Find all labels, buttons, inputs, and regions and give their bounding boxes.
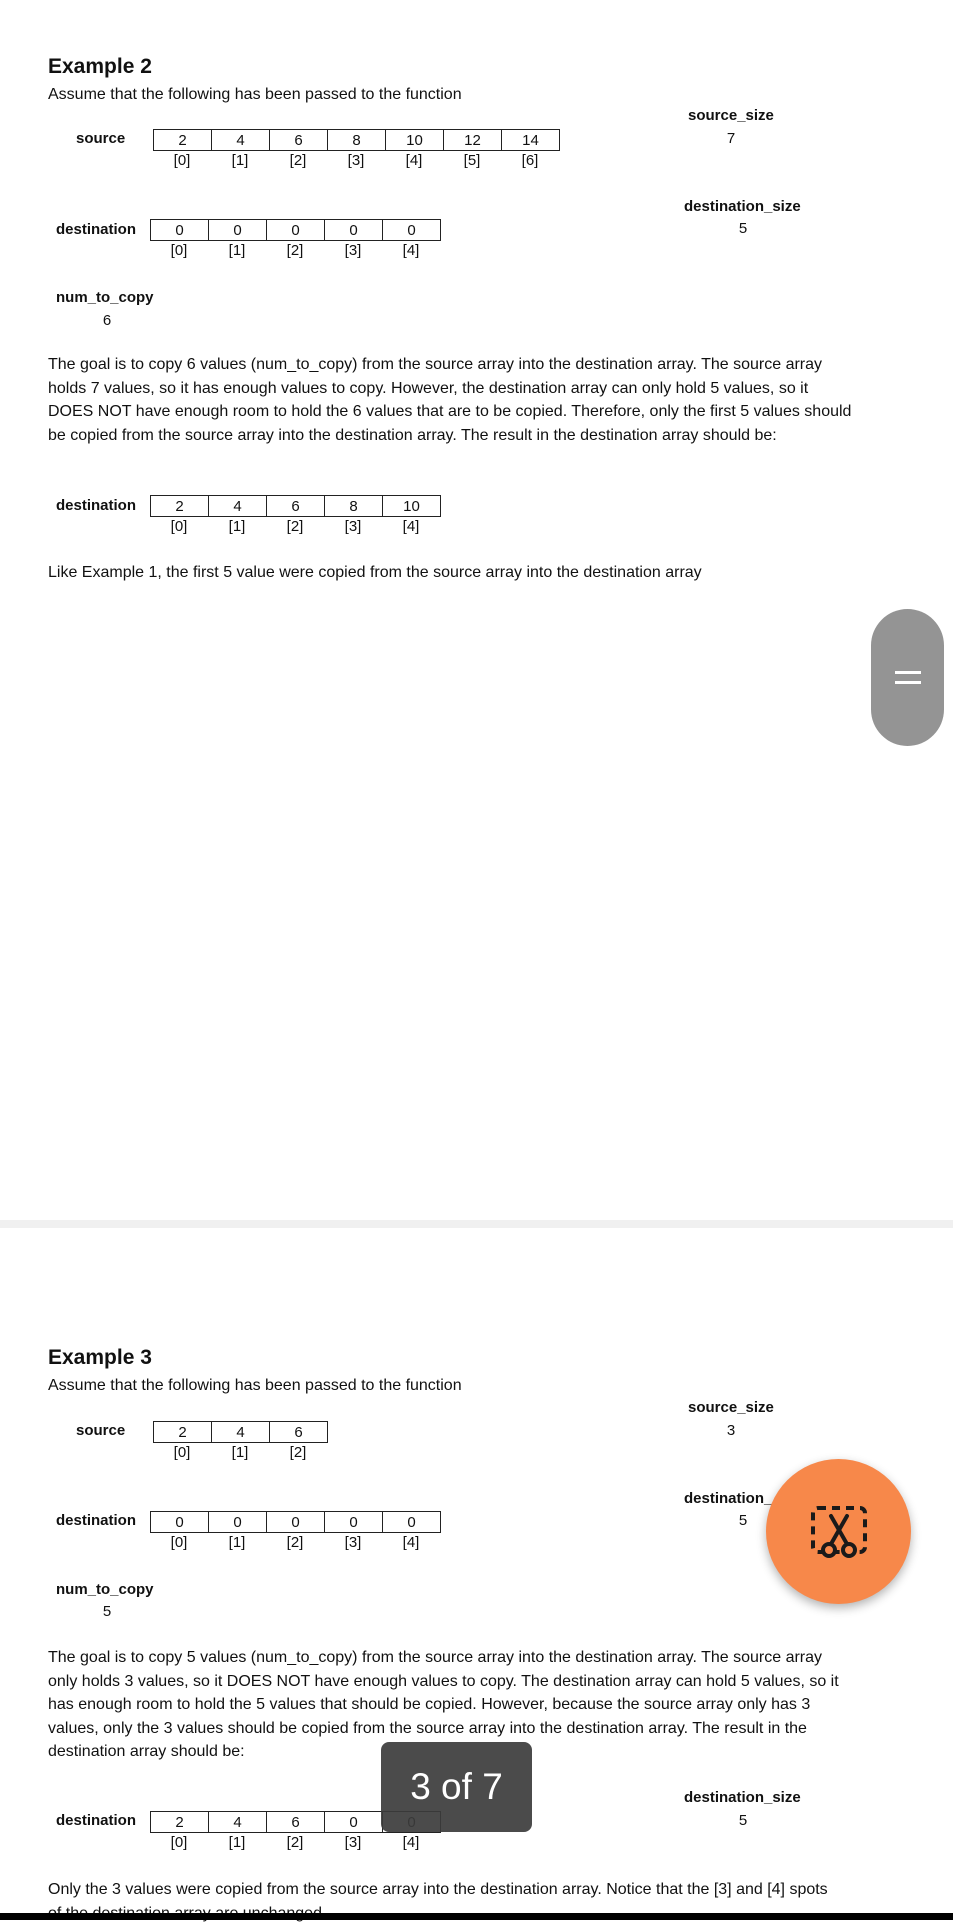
array-cell: 6 <box>269 129 328 151</box>
array-index: [4] <box>382 1834 440 1851</box>
array-cell: 0 <box>208 1511 267 1533</box>
drag-handle-icon[interactable] <box>871 609 944 746</box>
example3-num-to-copy-label: num_to_copy <box>56 1581 154 1598</box>
array-index: [4] <box>382 242 440 259</box>
page-separator <box>0 1220 953 1228</box>
example3-paragraph-line: values, only the 3 values should be copied from the source array into the destination array. The result in the <box>48 1717 928 1741</box>
example3-source-indices <box>153 1444 327 1461</box>
example3-destination-label: destination <box>56 1512 136 1529</box>
array-cell: 8 <box>327 129 386 151</box>
example2-source-array <box>154 129 560 151</box>
example2-source-indices <box>153 152 559 169</box>
array-index: [2] <box>266 242 324 259</box>
array-cell: 12 <box>443 129 502 151</box>
array-index: [1] <box>208 518 266 535</box>
array-cell: 10 <box>382 495 441 517</box>
example3-destination-array <box>151 1511 441 1533</box>
example2-paragraph-line: be copied from the source array into the destination array. The result in the destination array should be: <box>48 424 928 448</box>
array-index: [2] <box>266 518 324 535</box>
example2-source-size-label: source_size <box>688 107 774 124</box>
example3-num-to-copy-value: 5 <box>96 1603 118 1620</box>
example2-destination-indices <box>150 242 440 259</box>
bottom-bar <box>0 1913 953 1920</box>
array-index: [2] <box>269 1444 327 1461</box>
example3-heading: Example 3 <box>48 1346 152 1370</box>
array-cell: 14 <box>501 129 560 151</box>
example3-source-label: source <box>76 1422 125 1439</box>
example3-source-array <box>154 1421 328 1443</box>
array-cell: 2 <box>153 129 212 151</box>
array-cell: 0 <box>382 1511 441 1533</box>
array-index: [0] <box>150 1834 208 1851</box>
example2-result-label: destination <box>56 497 136 514</box>
array-cell: 0 <box>382 219 441 241</box>
array-cell: 6 <box>266 1811 325 1833</box>
example2-source-label: source <box>76 130 125 147</box>
example2-destination-label: destination <box>56 221 136 238</box>
array-cell: 4 <box>208 1811 267 1833</box>
example2-paragraph-line: holds 7 values, so it has enough values to copy. However, the destination array can only hold 5 values, so it <box>48 377 928 401</box>
scissors-crop-button[interactable] <box>766 1459 911 1604</box>
array-index: [3] <box>327 152 385 169</box>
example2-destination-size-value: 5 <box>732 220 754 237</box>
example2-num-to-copy-label: num_to_copy <box>56 289 154 306</box>
array-cell: 6 <box>266 495 325 517</box>
example3-result-label: destination <box>56 1812 136 1829</box>
array-index: [1] <box>208 1834 266 1851</box>
array-index: [3] <box>324 242 382 259</box>
example2-result-array <box>151 495 441 517</box>
array-index: [0] <box>150 1534 208 1551</box>
array-index: [3] <box>324 518 382 535</box>
array-cell: 0 <box>150 219 209 241</box>
array-index: [1] <box>208 242 266 259</box>
example2-paragraph-line: The goal is to copy 6 values (num_to_copy) from the source array into the destination array. The source array <box>48 353 928 377</box>
array-cell: 0 <box>324 1511 383 1533</box>
array-index: [0] <box>153 1444 211 1461</box>
array-index: [0] <box>153 152 211 169</box>
array-cell: 2 <box>153 1421 212 1443</box>
example3-paragraph-line: has enough room to hold the 5 values that should be copied. However, because the source array only has 3 <box>48 1693 928 1717</box>
array-index: [0] <box>150 242 208 259</box>
array-cell: 8 <box>324 495 383 517</box>
scissors-crop-icon <box>807 1500 871 1564</box>
example3-destination-indices <box>150 1534 440 1551</box>
array-cell: 0 <box>324 1811 383 1833</box>
array-index: [1] <box>211 152 269 169</box>
drag-handle-bars <box>895 671 921 684</box>
array-index: [2] <box>266 1834 324 1851</box>
example2-paragraph-line: DOES NOT have enough room to hold the 6 values that are to be copied. Therefore, only the first 5 values should <box>48 400 928 424</box>
example3-paragraph-line: The goal is to copy 5 values (num_to_copy) from the source array into the destination array. The source array <box>48 1646 928 1670</box>
example3-result-indices <box>150 1834 440 1851</box>
example3-paragraph-line: destination array should be: <box>48 1740 928 1764</box>
example3-result-size-value: 5 <box>732 1812 754 1829</box>
example2-result-indices <box>150 518 440 535</box>
array-cell: 2 <box>150 495 209 517</box>
example3-conclusion-line: Only the 3 values were copied from the source array into the destination array. Notice that the [3] and [4] spots <box>48 1878 928 1902</box>
example3-intro: Assume that the following has been passed to the function <box>48 1374 462 1398</box>
example2-destination-size-label: destination_size <box>684 198 801 215</box>
example2-num-to-copy-value: 6 <box>96 312 118 329</box>
example3-source-size-label: source_size <box>688 1399 774 1416</box>
array-cell: 4 <box>211 1421 270 1443</box>
array-index: [3] <box>324 1534 382 1551</box>
array-index: [1] <box>208 1534 266 1551</box>
array-cell: 6 <box>269 1421 328 1443</box>
array-cell: 0 <box>266 219 325 241</box>
array-index: [0] <box>150 518 208 535</box>
array-index: [4] <box>385 152 443 169</box>
array-index: [5] <box>443 152 501 169</box>
example2-destination-array <box>151 219 441 241</box>
array-cell: 10 <box>385 129 444 151</box>
array-cell: 0 <box>208 219 267 241</box>
array-cell: 0 <box>150 1511 209 1533</box>
example2-paragraph <box>48 353 928 447</box>
array-cell: 0 <box>324 219 383 241</box>
array-index: [3] <box>324 1834 382 1851</box>
array-index: [6] <box>501 152 559 169</box>
array-index: [2] <box>269 152 327 169</box>
page-indicator: 3 of 7 <box>381 1742 532 1832</box>
example3-source-size-value: 3 <box>720 1422 742 1439</box>
array-index: [1] <box>211 1444 269 1461</box>
example3-paragraph-line: only holds 3 values, so it DOES NOT have enough values to copy. The destination array can hold 5 values, so it <box>48 1670 928 1694</box>
example3-result-size-label: destination_size <box>684 1789 801 1806</box>
example3-destination-size-value: 5 <box>732 1512 754 1529</box>
example2-intro: Assume that the following has been passed to the function <box>48 83 462 107</box>
array-index: [4] <box>382 518 440 535</box>
array-cell: 4 <box>208 495 267 517</box>
array-index: [2] <box>266 1534 324 1551</box>
example3-destination-size-label: destination_ <box>684 1490 772 1507</box>
example2-heading: Example 2 <box>48 55 152 79</box>
array-cell: 2 <box>150 1811 209 1833</box>
array-cell: 4 <box>211 129 270 151</box>
array-index: [4] <box>382 1534 440 1551</box>
example2-source-size-value: 7 <box>720 130 742 147</box>
example2-conclusion: Like Example 1, the first 5 value were copied from the source array into the destination array <box>48 561 702 585</box>
array-cell: 0 <box>266 1511 325 1533</box>
